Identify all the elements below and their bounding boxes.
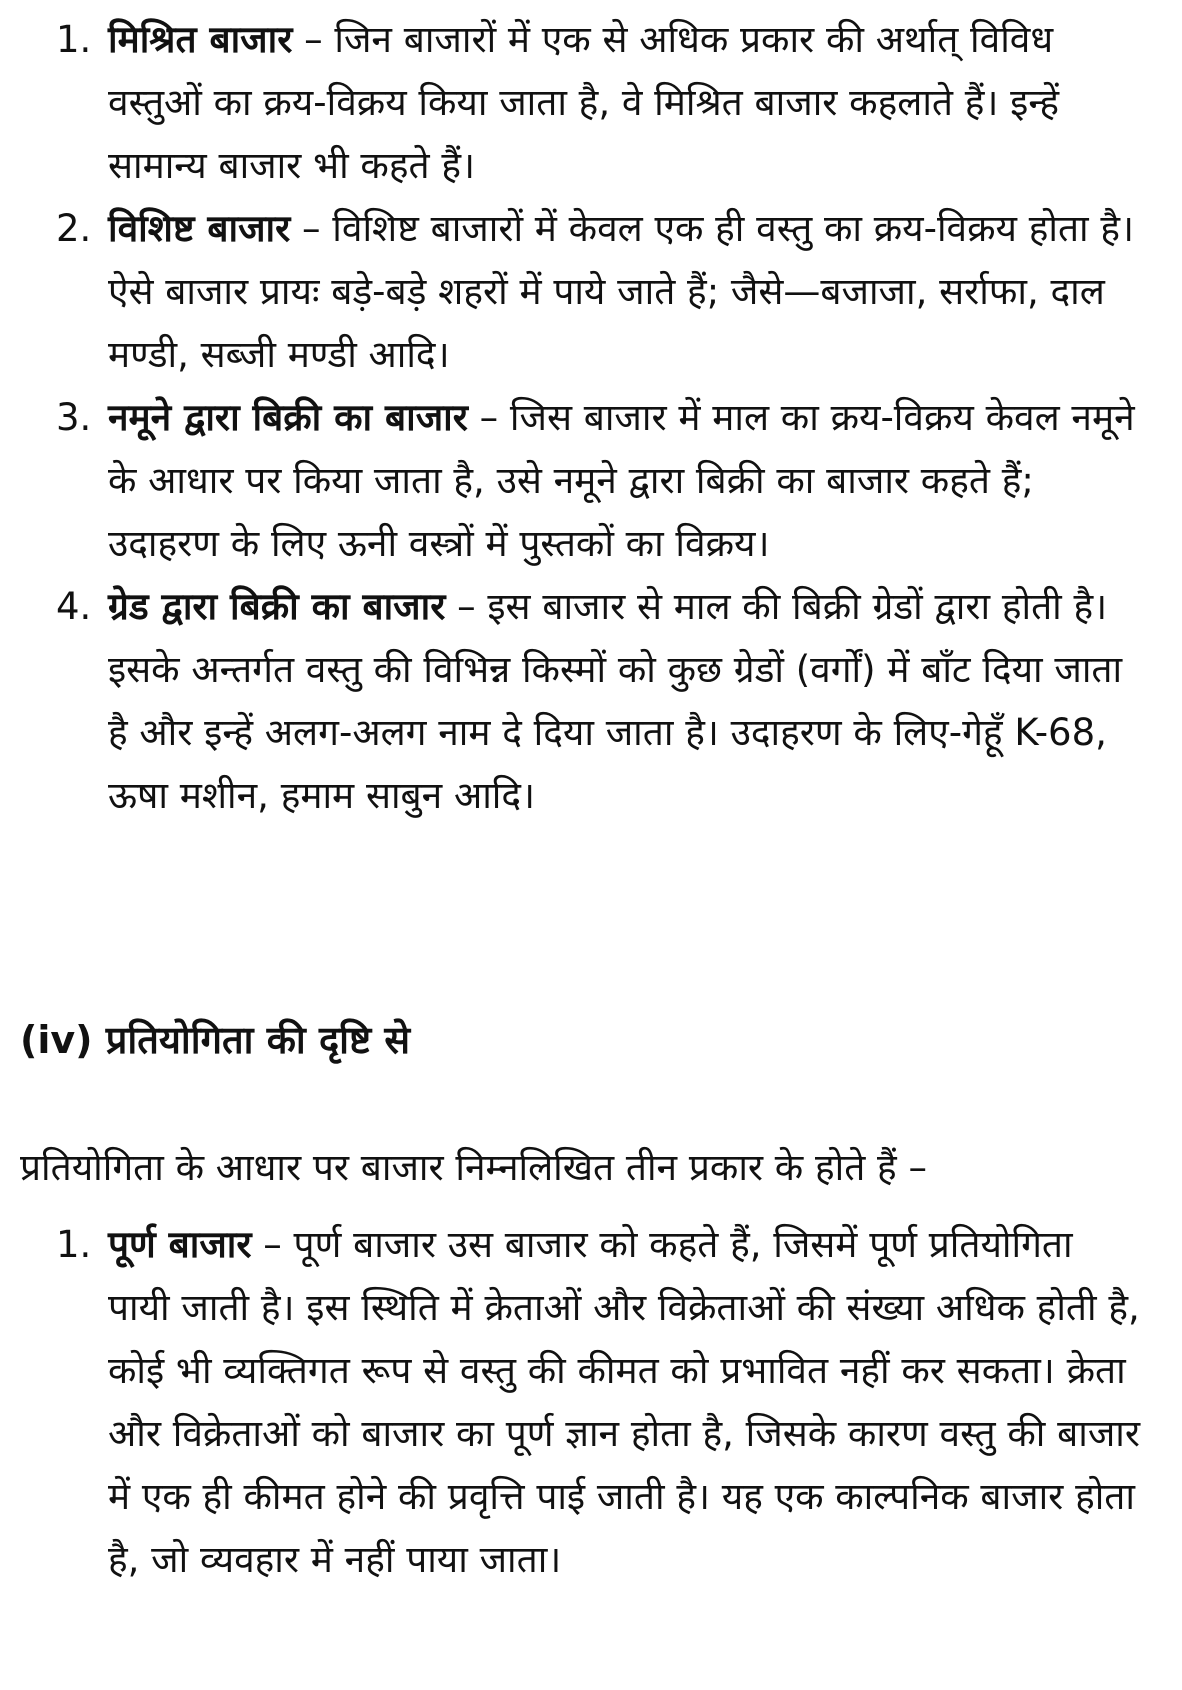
item-description: – जिन बाजारों में एक से अधिक प्रकार की अर्थात् विविध वस्तुओं का क्रय-विक्रय किया जाता है, वे मिश्रित बाजार कहलाते हैं। इन्हें सामान्य बाजार भी कहते हैं। [108,18,1060,187]
competition-types-list [0,1213,1182,1591]
item-number: 4. [56,585,92,628]
list-item [0,197,1182,386]
item-term: नमूने द्वारा बिक्री का बाजार [108,396,468,439]
section-heading: (iv) प्रतियोगिता की दृष्टि से [20,1018,411,1062]
market-types-list [0,8,1182,827]
item-number: 3. [56,396,92,439]
list-item [0,386,1182,575]
item-description: – जिस बाजार में माल का क्रय-विक्रय केवल नमूने के आधार पर किया जाता है, उसे नमूने द्वारा बिक्री का बाजार कहते हैं; उदाहरण के लिए ऊनी वस्त्रों में पुस्तकों का विक्रय। [108,396,1135,565]
item-term: मिश्रित बाजार [108,18,293,61]
item-description: – पूर्ण बाजार उस बाजार को कहते हैं, जिसमें पूर्ण प्रतियोगिता पायी जाती है। इस स्थिति में क्रेताओं और विक्रेताओं की संख्या अधिक होती है, कोई भी व्यक्तिगत रूप से वस्तु की कीमत को प्रभावित नहीं कर सकता। क्रेता और विक्रेताओं को बाजार का पूर्ण ज्ञान होता है, जिसके कारण वस्तु की बाजार में एक ही कीमत होने की प्रवृत्ति पाई जाती है। यह एक काल्पनिक बाजार होता है, जो व्यवहार में नहीं पाया जाता। [108,1223,1141,1581]
item-number: 2. [56,207,92,250]
list-item [0,8,1182,197]
item-number: 1. [56,1223,92,1266]
item-number: 1. [56,18,92,61]
intro-paragraph: प्रतियोगिता के आधार पर बाजार निम्नलिखित तीन प्रकार के होते हैं – [20,1146,927,1189]
item-description: – इस बाजार से माल की बिक्री ग्रेडों द्वारा होती है। इसके अन्तर्गत वस्तु की विभिन्न किस्मों को कुछ ग्रेडों (वर्गों) में बाँट दिया जाता है और इन्हें अलग-अलग नाम दे दिया जाता है। उदाहरण के लिए-गेहूँ K-68, ऊषा मशीन, हमाम साबुन आदि। [108,585,1123,817]
item-term: विशिष्ट बाजार [108,207,291,250]
item-term: पूर्ण बाजार [108,1223,252,1266]
list-item [0,1213,1182,1591]
item-description: – विशिष्ट बाजारों में केवल एक ही वस्तु का क्रय-विक्रय होता है। ऐसे बाजार प्रायः बड़े-बड़े शहरों में पाये जाते हैं; जैसे—बजाजा, सर्राफा, दाल मण्डी, सब्जी मण्डी आदि। [108,207,1135,376]
list-item [0,575,1182,827]
item-term: ग्रेड द्वारा बिक्री का बाजार [108,585,446,628]
